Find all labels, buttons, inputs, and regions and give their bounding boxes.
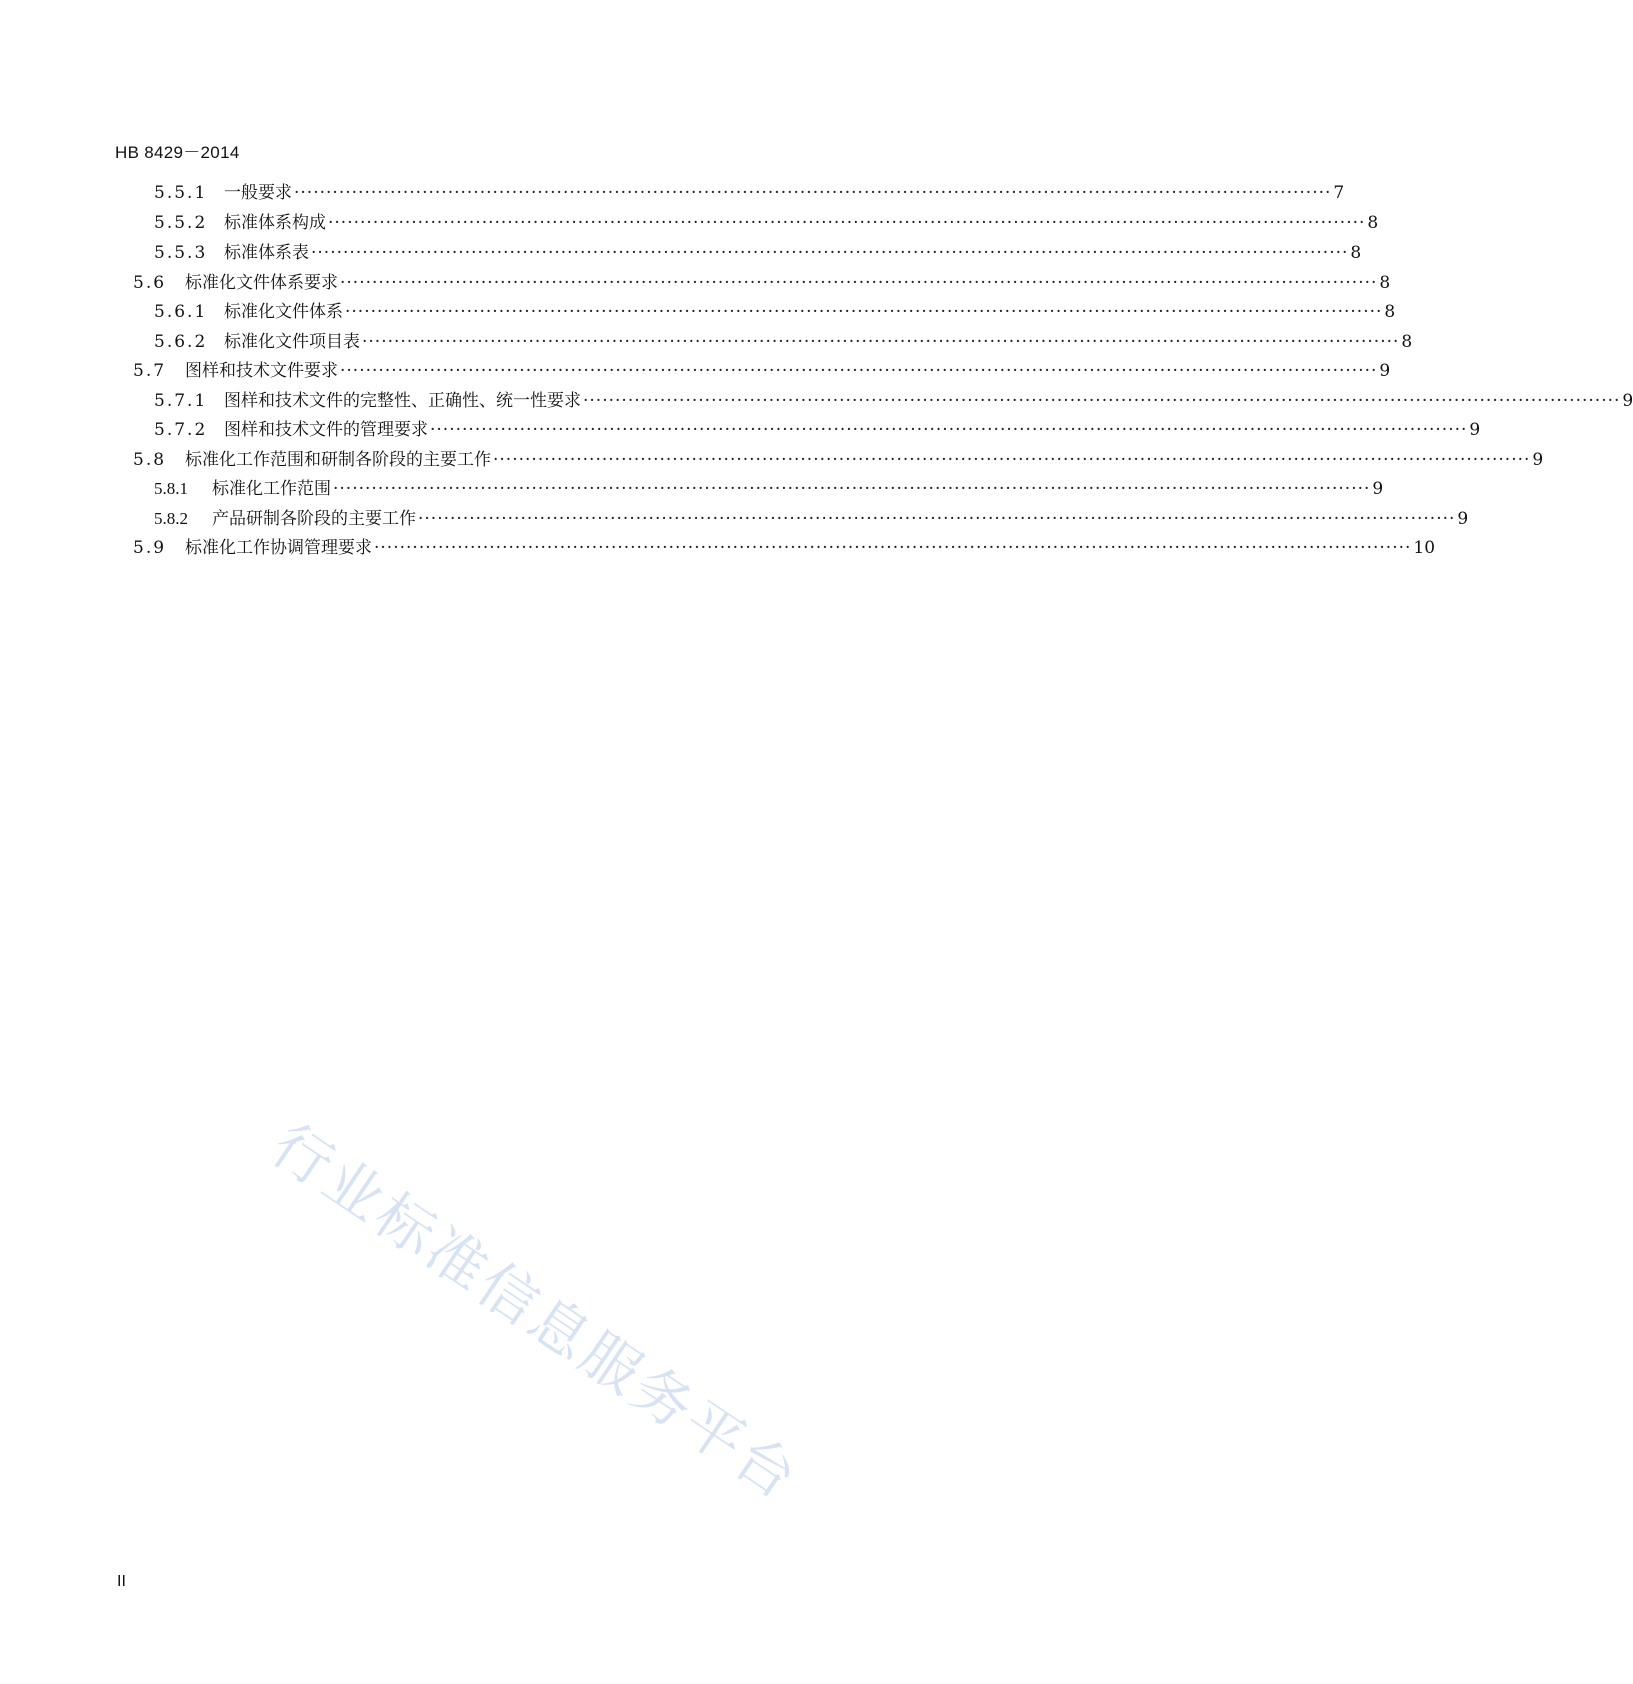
toc-entry-page: 8: [1350, 243, 1362, 263]
toc-entry[interactable]: [154, 238, 1362, 264]
toc-leader-dots: ··································································································································································: [333, 479, 1371, 499]
toc-leader-dots: ··································································································································································: [340, 361, 1378, 381]
toc-leader-dots: ··································································································································································: [430, 420, 1468, 440]
toc-entry[interactable]: [154, 208, 1379, 234]
toc-entry-number: 5.8.2: [154, 509, 188, 528]
toc-entry-page: 9: [1372, 479, 1384, 499]
toc-entry-number: 5.6.1: [154, 302, 208, 322]
toc-entry[interactable]: [133, 356, 1391, 382]
toc-entry[interactable]: [154, 297, 1396, 323]
toc-entry-page: 9: [1532, 450, 1544, 470]
toc-entry-page: 9: [1622, 391, 1633, 411]
watermark-text: 行业标准信息服务平台: [259, 1110, 812, 1514]
toc-leader-dots: ··································································································································································: [374, 538, 1412, 558]
toc-entry[interactable]: [133, 268, 1391, 294]
toc-entry-number: 5.6.2: [154, 332, 208, 352]
toc-entry-number: 5.9: [133, 538, 167, 558]
toc-leader-dots: ··································································································································································: [493, 450, 1531, 470]
toc-entry-number: 5.5.2: [154, 213, 208, 233]
toc-entry-title: 标准化文件体系要求: [185, 273, 338, 293]
toc-leader-dots: ··································································································································································: [340, 273, 1378, 293]
toc-entry-title: 一般要求: [224, 183, 292, 203]
toc-entry-number: 5.5.1: [154, 183, 208, 203]
toc-entry-title: 标准化文件体系: [224, 302, 343, 322]
toc-entry-title: 图样和技术文件要求: [185, 361, 338, 381]
toc-entry-title: 标准化工作范围: [212, 479, 331, 499]
toc-entry[interactable]: [133, 445, 1544, 471]
toc-entry-page: 9: [1457, 509, 1469, 529]
toc-entry-page: 9: [1379, 361, 1391, 381]
toc-entry-page: 8: [1401, 332, 1413, 352]
toc-entry-title: 图样和技术文件的管理要求: [224, 420, 428, 440]
toc-entry-page: 8: [1367, 213, 1379, 233]
page-number: II: [117, 1573, 126, 1590]
toc-entry-title: 标准体系表: [224, 243, 309, 263]
toc-entry-page: 8: [1379, 273, 1391, 293]
toc-entry-title: 标准化工作协调管理要求: [185, 538, 372, 558]
toc-entry-number: 5.8: [133, 450, 167, 470]
toc-entry[interactable]: [154, 327, 1413, 353]
toc-entry-page: 7: [1333, 183, 1345, 203]
toc-entry[interactable]: [154, 178, 1345, 204]
document-header-id: HB 8429－2014: [115, 143, 240, 162]
toc-entry[interactable]: [154, 386, 1633, 412]
toc-leader-dots: ··································································································································································: [311, 243, 1349, 263]
toc-leader-dots: ··································································································································································: [418, 509, 1456, 529]
toc-entry-title: 产品研制各阶段的主要工作: [212, 509, 416, 529]
toc-entry[interactable]: [154, 415, 1481, 441]
toc-entry-page: 8: [1384, 302, 1396, 322]
toc-entry-number: 5.6: [133, 273, 167, 293]
toc-entry-title: 标准化文件项目表: [224, 332, 360, 352]
toc-entry-title: 标准化工作范围和研制各阶段的主要工作: [185, 450, 491, 470]
toc-entry-title: 标准体系构成: [224, 213, 326, 233]
toc-entry[interactable]: [154, 504, 1469, 530]
toc-entry-number: 5.8.1: [154, 479, 188, 498]
toc-leader-dots: ··································································································································································: [583, 391, 1621, 411]
toc-entry-number: 5.7.2: [154, 420, 208, 440]
table-of-contents: [0, 0, 1633, 620]
toc-entry-number: 5.7.1: [154, 391, 208, 411]
toc-entry[interactable]: [133, 533, 1436, 559]
toc-entry-page: 9: [1469, 420, 1481, 440]
toc-entry[interactable]: [154, 474, 1384, 500]
toc-entry-number: 5.5.3: [154, 243, 208, 263]
toc-leader-dots: ··································································································································································: [328, 213, 1366, 233]
toc-entry-page: 10: [1413, 538, 1436, 558]
toc-leader-dots: ··································································································································································: [294, 183, 1332, 203]
toc-leader-dots: ··································································································································································: [345, 302, 1383, 322]
toc-entry-title: 图样和技术文件的完整性、正确性、统一性要求: [224, 391, 581, 411]
toc-entry-number: 5.7: [133, 361, 167, 381]
toc-leader-dots: ··································································································································································: [362, 332, 1400, 352]
